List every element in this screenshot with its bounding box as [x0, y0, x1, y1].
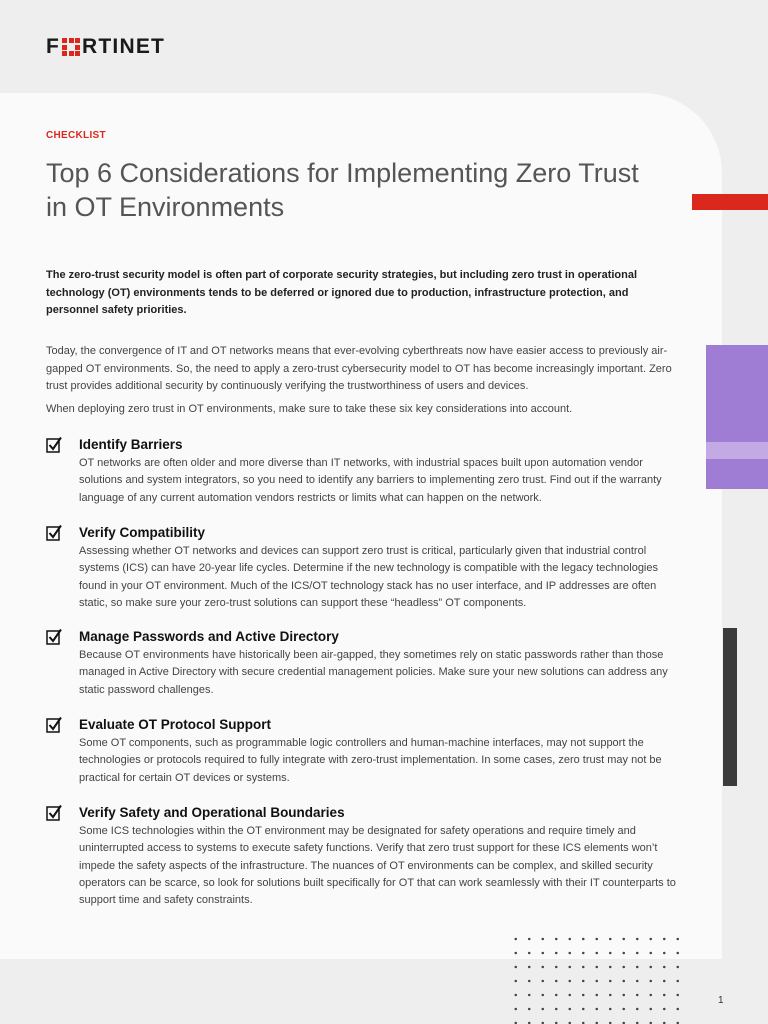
item-body: Some OT components, such as programmable logic controllers and human-machine interfaces, may not support the technologies or protocols required to fully integrate with zero-trust implementation. In some cases, zero trust may not be practical for certain OT devices or systems. — [79, 737, 662, 784]
decorative-purple-band — [706, 442, 768, 459]
item-heading: Verify Compatibility — [79, 525, 206, 540]
item-body: Some ICS technologies within the OT environment may be designated for safety operations and require timely and uninterrupted access to systems to execute safety functions. Verify that zero trust support for these ICS elements won’t impede the safety aspects of the infrastructure. The nuances of OT environments can be complex, and skilled security operators can be scarce, so look for solutions built specifically for OT that can work seamlessly with their IT counterparts to support time and safety constraints. — [79, 825, 676, 907]
decorative-red-bar — [692, 194, 768, 210]
item-body: OT networks are often older and more diverse than IT networks, with industrial spaces built upon automation vendor solutions and system integrators, so you need to identify any barriers to implementing zero trust. Find out if the warranty language of any current automation vendors restricts or limits what can happen on the network. — [79, 457, 662, 504]
item-body: Assessing whether OT networks and devices can support zero trust is critical, particularly given that industrial control systems (ICS) can have 20-year life cycles. Determine if the new technology is compatible with the legacy technologies found in your OT environment. Much of the ICS/OT technology stack has no user interface, and IP addresses are often static, so make sure your zero-trust solutions can support these “headless” OT components. — [79, 545, 658, 609]
decorative-purple-block — [706, 345, 768, 489]
decorative-dot-grid — [509, 932, 689, 1024]
intro-paragraph: The zero-trust security model is often part of corporate security strategies, but including zero trust in operational technology (OT) environments tends to be deferred or ignored due to production, infrastructure protection, and personnel safety priorities. — [46, 269, 638, 316]
decorative-dark-bar — [723, 628, 737, 786]
doc-type-label: CHECKLIST — [46, 130, 106, 141]
checkbox-checked-icon — [46, 436, 62, 454]
checkbox-checked-icon — [46, 804, 62, 822]
checkbox-checked-icon — [46, 716, 62, 734]
page-number: 1 — [718, 995, 724, 1006]
item-heading: Verify Safety and Operational Boundaries — [79, 805, 345, 820]
logo-text-start: F — [46, 35, 61, 58]
checkbox-checked-icon — [46, 628, 62, 646]
item-heading: Manage Passwords and Active Directory — [79, 629, 339, 644]
logo-text-end: RTINET — [82, 35, 166, 58]
item-heading: Identify Barriers — [79, 437, 183, 452]
checkbox-checked-icon — [46, 524, 62, 542]
fortinet-logo — [46, 36, 165, 58]
page-title: Top 6 Considerations for Implementing Zero Trust in OT Environments — [46, 158, 639, 222]
fortinet-o-mark-icon — [62, 38, 80, 56]
item-heading: Evaluate OT Protocol Support — [79, 717, 272, 732]
body-paragraph: Today, the convergence of IT and OT networks means that ever-evolving cyberthreats now have easier access to previously air-gapped OT environments. So, the need to apply a zero-trust cybersecurity model to OT has become increasingly important. Zero trust provides additional security by continuously verifying the trustworthiness of users and devices. — [46, 345, 672, 392]
item-body: Because OT environments have historically been air-gapped, they sometimes rely on static passwords rather than those managed in Active Directory with secure credential management policies. Make sure your new solutions can address any static password challenges. — [79, 649, 668, 696]
body-paragraph: When deploying zero trust in OT environments, make sure to take these six key considerations into account. — [46, 403, 573, 415]
